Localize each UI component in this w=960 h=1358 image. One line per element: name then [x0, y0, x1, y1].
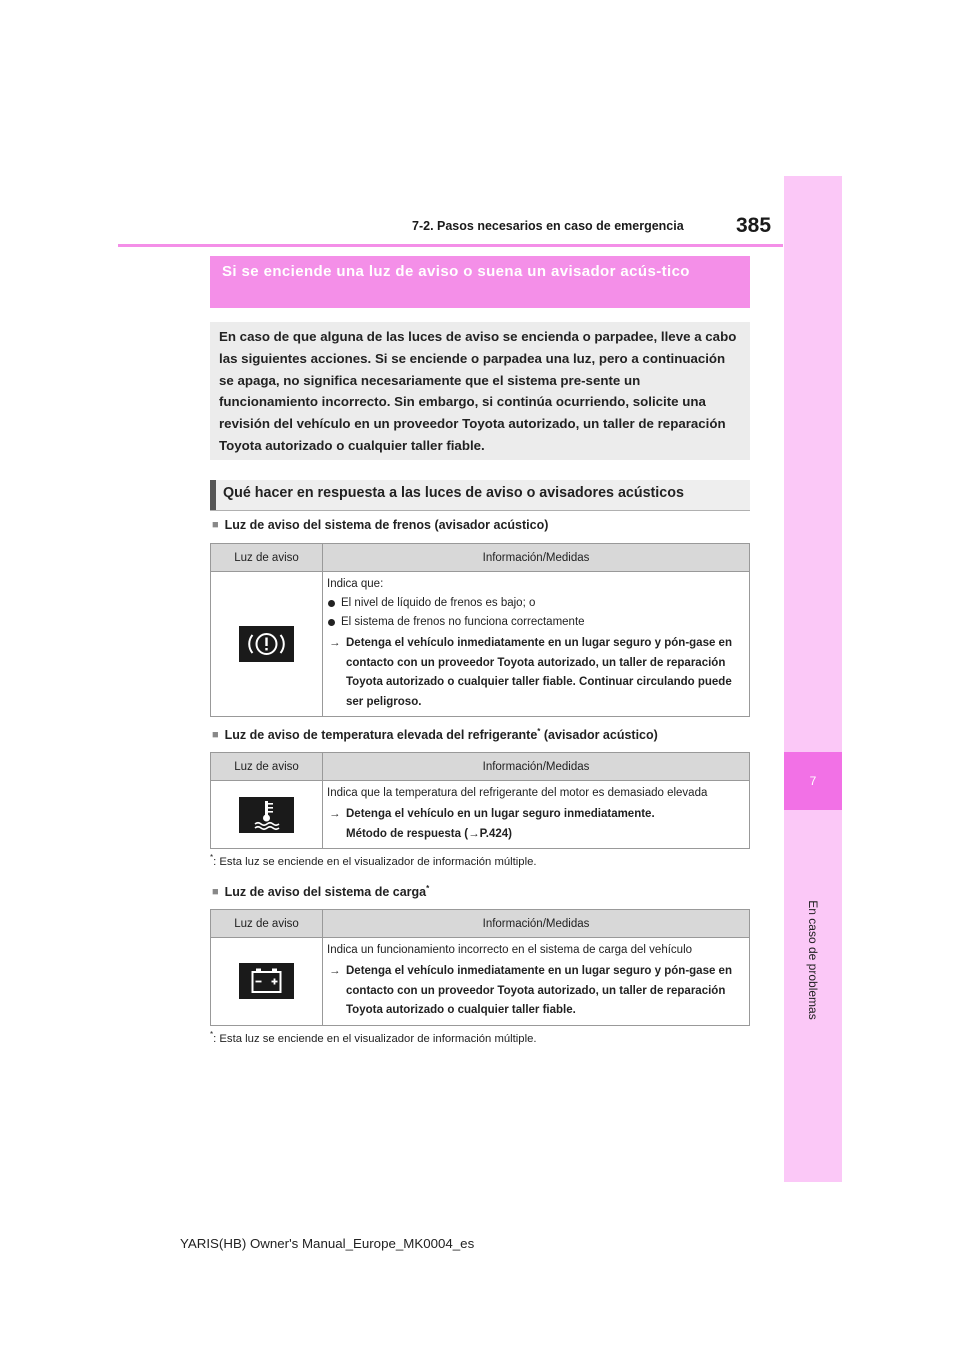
section-title: 7-2. Pasos necesarios en caso de emergencia	[412, 219, 684, 233]
intro-box	[210, 322, 750, 460]
coolant-temperature-icon	[239, 797, 294, 833]
footnote: *: Esta luz se enciende en el visualizador de información múltiple.	[210, 853, 537, 868]
charging-warning-table	[210, 909, 750, 1026]
arrow-icon: →	[329, 965, 341, 977]
intro-text: En caso de que alguna de las luces de aviso se encienda o parpadee, lleve a cabo las siguientes acciones. Si se enciende o parpadea una luz, pero a continuación se apaga, no significa necesariamente que el sistema pre-sente un funcionamiento incorrecto. Sin embargo, si continúa ocurriendo, solicite una revisión del vehículo en un proveedor Toyota autorizado, un taller de reparación Toyota autorizado o cualquier taller fiable.	[219, 329, 737, 453]
square-bullet-icon: ■	[212, 729, 219, 742]
coolant-warning-table	[210, 752, 750, 849]
table-header-info: Información/Medidas	[323, 910, 750, 938]
table-header-light: Luz de aviso	[211, 753, 323, 781]
chapter-label: En caso de problemas	[806, 900, 820, 1020]
info-cell	[323, 781, 750, 849]
main-heading-text: Si se enciende una luz de aviso o suena un avisador acús-tico	[222, 263, 690, 280]
bullet-dot-icon	[328, 619, 335, 626]
footer-manual-id: YARIS(HB) Owner's Manual_Europe_MK0004_es	[180, 1236, 475, 1251]
info-text: Indica que:	[327, 578, 384, 590]
action-text: → Detenga el vehículo en un lugar seguro inmediatamente. Método de respuesta (→P.424)	[327, 805, 745, 844]
action-text: → Detenga el vehículo inmediatamente en un lugar seguro y pón-gase en contacto con un proveedor Toyota autorizado, un taller de reparación Toyota autorizado o cualquier taller fiable. Continuar circulando puede ser peligroso.	[327, 634, 745, 712]
table-header-info: Información/Medidas	[323, 753, 750, 781]
sub-heading-text: Qué hacer en respuesta a las luces de aviso o avisadores acústicos	[223, 485, 684, 501]
table-header-info: Información/Medidas	[323, 544, 750, 572]
table-header-row	[211, 753, 750, 781]
info-cell	[323, 938, 750, 1026]
action-text: → Detenga el vehículo inmediatamente en un lugar seguro y pón-gase en contacto con un proveedor Toyota autorizado, un taller de reparación Toyota autorizado o cualquier taller fiable.	[327, 962, 745, 1021]
sub-heading-bar	[210, 480, 216, 510]
item-heading-brakes	[212, 518, 548, 532]
main-heading	[210, 256, 750, 308]
table-row	[211, 572, 750, 717]
arrow-icon: →	[329, 637, 341, 649]
header-rule	[118, 244, 783, 247]
table-row	[211, 938, 750, 1026]
icon-cell	[211, 938, 323, 1026]
square-bullet-icon: ■	[212, 886, 219, 899]
item-heading-coolant: ■ Luz de aviso de temperatura elevada del refrigerante* (avisador acústico)	[212, 727, 658, 743]
page-number: 385	[736, 214, 772, 237]
footnote: *: Esta luz se enciende en el visualizador de información múltiple.	[210, 1030, 537, 1045]
list-item: El sistema de frenos no funciona correctamente	[327, 613, 745, 632]
brake-warning-table	[210, 543, 750, 717]
table-header-row	[211, 910, 750, 938]
square-bullet-icon: ■	[212, 519, 219, 531]
item-title: Luz de aviso del sistema de frenos (avisador acústico)	[224, 518, 549, 532]
table-header-light: Luz de aviso	[211, 910, 323, 938]
battery-charging-icon	[239, 963, 294, 999]
chapter-side-tab	[784, 176, 842, 1182]
page-reference-link[interactable]: P.424)	[479, 827, 512, 840]
list-item: El nivel de líquido de frenos es bajo; o	[327, 594, 745, 613]
arrow-icon: →	[329, 808, 341, 820]
sub-heading	[210, 480, 750, 511]
arrow-icon: →	[468, 827, 480, 840]
table-row	[211, 781, 750, 849]
chapter-number: 7	[784, 752, 842, 810]
table-header-row	[211, 544, 750, 572]
info-text: Indica un funcionamiento incorrecto en el sistema de carga del vehículo	[327, 944, 693, 956]
item-heading-charging: ■ Luz de aviso del sistema de carga*	[212, 884, 430, 900]
icon-cell	[211, 781, 323, 849]
info-cell	[323, 572, 750, 717]
table-header-light: Luz de aviso	[211, 544, 323, 572]
bullet-dot-icon	[328, 600, 335, 607]
icon-cell	[211, 572, 323, 717]
info-text: Indica que la temperatura del refrigerante del motor es demasiado elevada	[327, 787, 708, 799]
brake-warning-icon	[239, 626, 294, 662]
